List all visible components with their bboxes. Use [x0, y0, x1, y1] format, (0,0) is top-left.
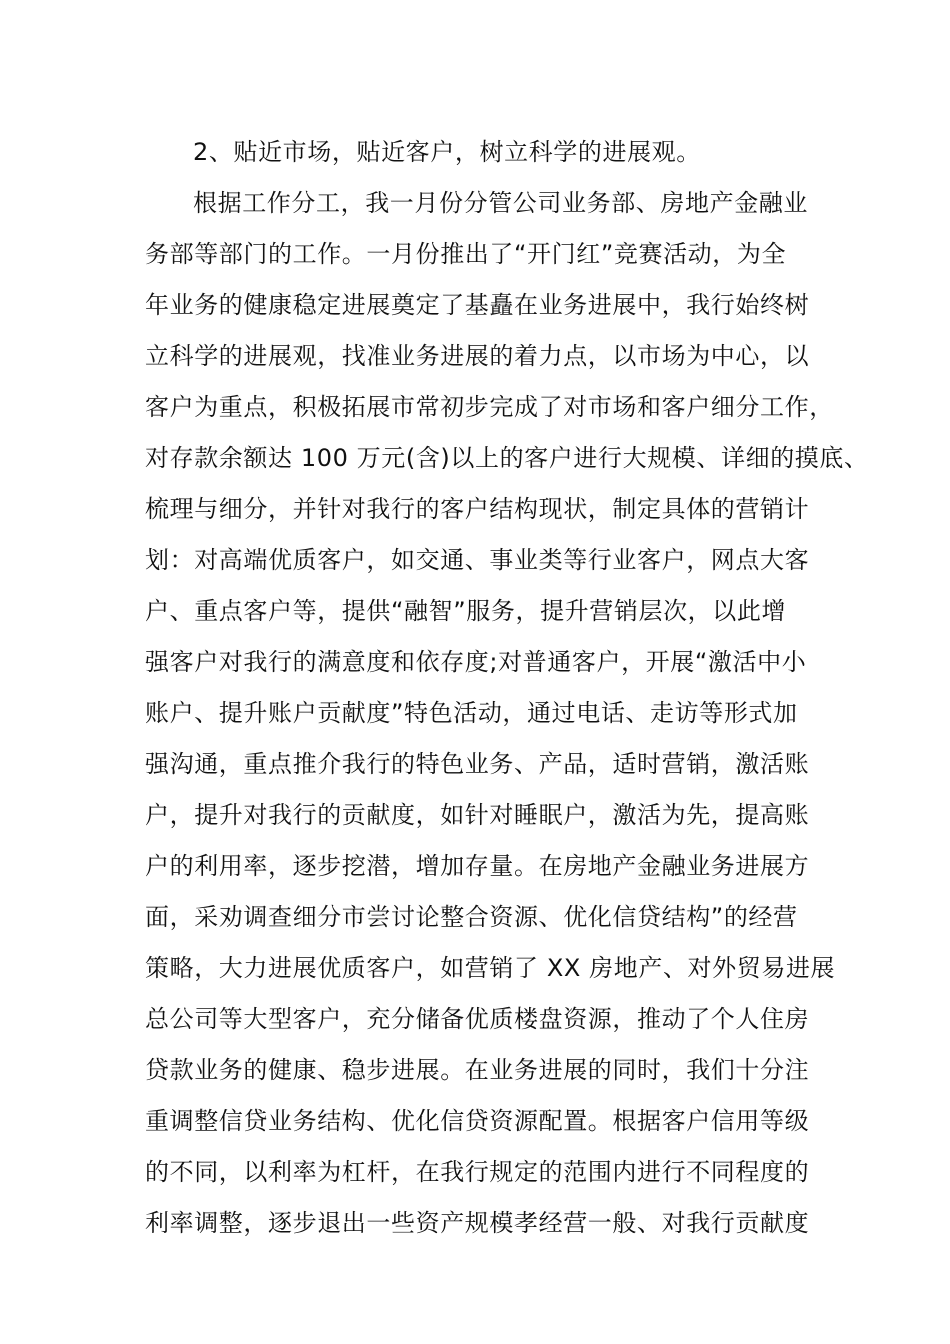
paragraph-line: 贷款业务的健康、稳步进展。在业务进展的同时，我们十分注	[145, 1056, 810, 1084]
paragraph-line: 总公司等大型客户，充分储备优质楼盘资源，推动了个人住房	[145, 1005, 810, 1033]
paragraph-line: 客户为重点，积极拓展市常初步完成了对市场和客户细分工作，	[145, 393, 834, 421]
paragraph-line: 利率调整，逐步退出一些资产规模孝经营一般、对我行贡献度	[145, 1209, 810, 1237]
paragraph-line: 对存款余额达 100 万元(含)以上的客户进行大规模、详细的摸底、	[145, 444, 869, 472]
paragraph-line: 务部等部门的工作。一月份推出了“开门红”竞赛活动，为全	[145, 240, 787, 268]
paragraph-line: 账户、提升账户贡献度”特色活动，通过电话、走访等形式加	[145, 699, 798, 727]
paragraph-line: 重调整信贷业务结构、优化信贷资源配置。根据客户信用等级	[145, 1107, 810, 1135]
paragraph-line: 年业务的健康稳定进展奠定了基矗在业务进展中，我行始终树	[145, 291, 810, 319]
paragraph-line: 强客户对我行的满意度和依存度;对普通客户，开展“激活中小	[145, 648, 807, 676]
paragraph-line: 户的利用率，逐步挖潜，增加存量。在房地产金融业务进展方	[145, 852, 810, 880]
paragraph-line: 的不同，以利率为杠杆，在我行规定的范围内进行不同程度的	[145, 1158, 810, 1186]
paragraph-line: 划：对高端优质客户，如交通、事业类等行业客户，网点大客	[145, 546, 810, 574]
paragraph-line: 户、重点客户等，提供“融智”服务，提升营销层次，以此增	[145, 597, 787, 625]
heading-line: 2、贴近市场，贴近客户，树立科学的进展观。	[193, 138, 701, 166]
paragraph-line: 户，提升对我行的贡献度，如针对睡眠户，激活为先，提高账	[145, 801, 810, 829]
paragraph-line: 梳理与细分，并针对我行的客户结构现状，制定具体的营销计	[145, 495, 810, 523]
paragraph-line: 面，采劝调查细分市尝讨论整合资源、优化信贷结构”的经营	[145, 903, 798, 931]
paragraph-line: 强沟通，重点推介我行的特色业务、产品，适时营销，激活账	[145, 750, 810, 778]
paragraph-line: 策略，大力进展优质客户，如营销了 XX 房地产、对外贸易进展	[145, 954, 836, 982]
paragraph-line-first: 根据工作分工，我一月份分管公司业务部、房地产金融业	[193, 189, 808, 217]
paragraph-line: 立科学的进展观，找准业务进展的着力点，以市场为中心，以	[145, 342, 810, 370]
